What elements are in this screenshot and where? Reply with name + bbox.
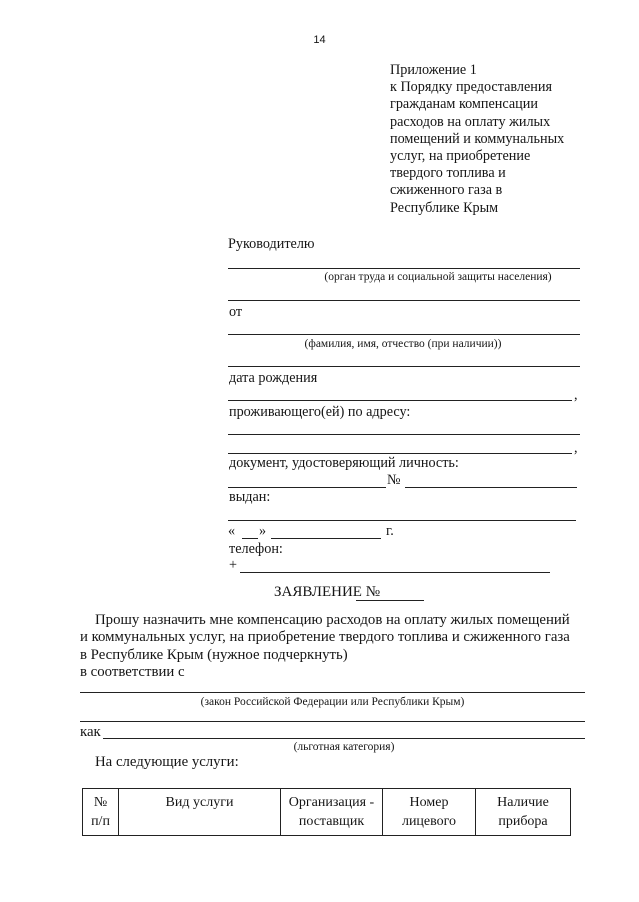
- column-header-service-type: Вид услуги: [119, 789, 281, 836]
- accordance-label: в соответствии с: [80, 664, 185, 680]
- category-field-line[interactable]: [103, 738, 585, 739]
- appendix-line: к Порядку предоставления: [390, 79, 552, 96]
- statement-paragraph-line: Прошу назначить мне компенсацию расходов на оплату жилых помещений: [95, 612, 570, 628]
- appendix-note: [390, 62, 564, 217]
- column-header-number: № п/п: [83, 789, 119, 836]
- appendix-line: помещений и коммунальных: [390, 130, 565, 147]
- issued-field-line[interactable]: [228, 520, 576, 521]
- services-table: [82, 788, 571, 836]
- appendix-line: сжиженного газа в: [390, 182, 503, 199]
- date-open-quote: «: [228, 523, 236, 539]
- law-caption: (закон Российской Федерации или Республики Крым): [200, 696, 465, 708]
- date-close-quote: »: [259, 523, 267, 539]
- statement-paragraph-line: и коммунальных услуг, на приобретение твердого топлива и сжиженного газа: [80, 629, 570, 645]
- day-field-line[interactable]: [242, 538, 258, 539]
- table-header-row: [83, 789, 571, 836]
- address-field-line[interactable]: [228, 434, 580, 435]
- appendix-line: Приложение 1: [390, 62, 477, 78]
- column-header-meter: Наличие прибора: [476, 789, 571, 836]
- org-caption: (орган труда и социальной защиты населения): [324, 271, 552, 283]
- column-header-account-number: Номер лицевого: [383, 789, 476, 836]
- month-field-line[interactable]: [271, 538, 381, 539]
- org-field-line-2[interactable]: [228, 300, 580, 301]
- issued-label: выдан:: [229, 489, 271, 505]
- statement-number-line[interactable]: [356, 600, 424, 601]
- appendix-line: услуг, на приобретение: [390, 148, 531, 165]
- phone-field-line[interactable]: [240, 572, 550, 573]
- statement-title: ЗАЯВЛЕНИЕ №: [274, 584, 381, 600]
- category-caption: (льготная категория): [293, 741, 395, 753]
- birth-date-field-line[interactable]: [228, 400, 572, 401]
- comma: ,: [574, 440, 578, 456]
- year-suffix: г.: [386, 523, 394, 539]
- id-number-field-line[interactable]: [405, 487, 577, 488]
- page-number: 14: [313, 34, 326, 46]
- org-field-line[interactable]: [228, 268, 580, 269]
- phone-label: телефон:: [229, 541, 283, 557]
- name-field-line[interactable]: [228, 334, 580, 335]
- appendix-line: гражданам компенсации: [390, 96, 538, 113]
- law-field-line-2[interactable]: [80, 721, 585, 722]
- address-field-line-2[interactable]: [228, 453, 572, 454]
- law-field-line[interactable]: [80, 692, 585, 693]
- appendix-line: расходов на оплату жилых: [390, 113, 551, 130]
- id-series-field-line[interactable]: [228, 487, 386, 488]
- appendix-line: твердого топлива и: [390, 165, 506, 182]
- comma: ,: [574, 387, 578, 403]
- from-label: от: [229, 304, 243, 320]
- services-label: На следующие услуги:: [95, 754, 239, 770]
- column-header-supplier: Организация - поставщик: [281, 789, 383, 836]
- appendix-line: Республике Крым: [390, 199, 499, 216]
- number-sign: №: [387, 472, 401, 488]
- id-document-label: документ, удостоверяющий личность:: [229, 455, 459, 471]
- address-label: проживающего(ей) по адресу:: [229, 404, 411, 420]
- addressee-label: Руководителю: [228, 236, 315, 252]
- statement-paragraph-line: в Республике Крым (нужное подчеркнуть): [80, 647, 348, 663]
- phone-plus: +: [229, 557, 238, 573]
- as-label: как: [80, 724, 101, 740]
- birth-date-label: дата рождения: [229, 370, 318, 386]
- name-caption: (фамилия, имя, отчество (при наличии)): [304, 338, 502, 350]
- name-field-line-2[interactable]: [228, 366, 580, 367]
